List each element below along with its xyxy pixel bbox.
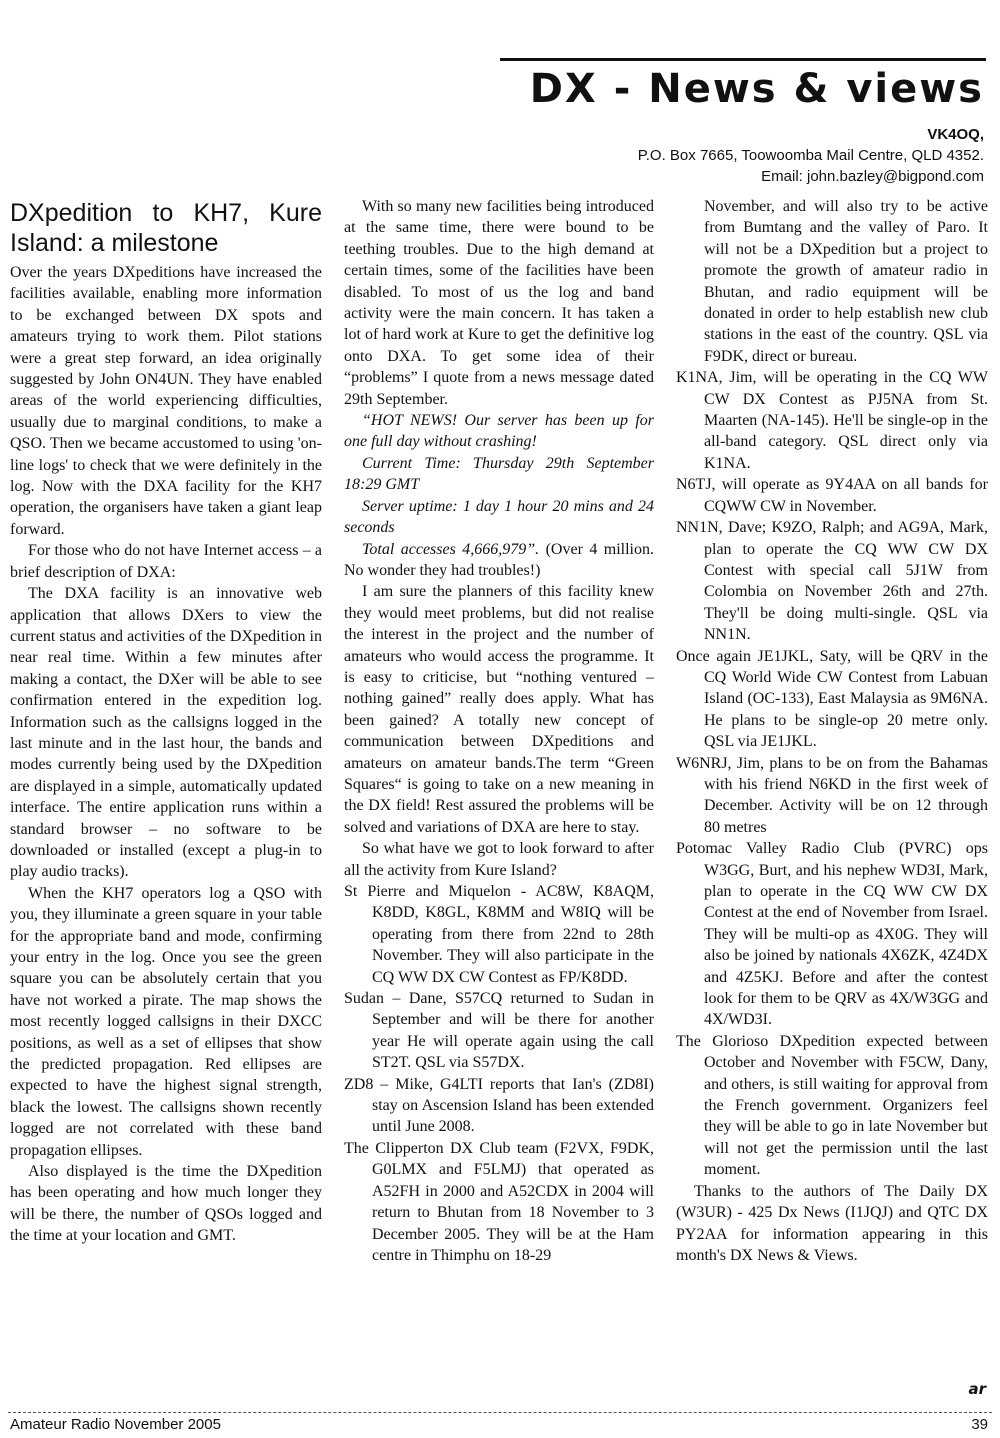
news-item: K1NA, Jim, will be operating in the CQ WW CW DX Contest as PJ5NA from St. Maarten (NA-145). He'll be single-op in the all-band category. QSL direct only via K1NA. — [676, 369, 988, 472]
paragraph: Also displayed is the time the DXpedition has been operating and how much longer they will be there, the number of QSOs logged and the time at your location and GMT. — [10, 1163, 322, 1245]
paragraph: When the KH7 operators log a QSO with you, they illuminate a green square in your table for the appropriate band and mode, confirming your entry in the log. Once you see the green square you can be absolutely certain that you have not worked a pirate. The map shows the most recently logged callsigns in their DXCC positions, as well as a set of ellipses that show the predicted propagation. Red ellipses are expected to have the highest signal strength, black the lowest. The callsigns shown recently logged are not correlated with these band propagation ellipses. — [10, 884, 322, 1159]
paragraph: Over the years DXpeditions have increased the facilities available, enabling more information to be exchanged between DX spots and amateurs trying to work them. Pilot stations were a great step forward, an idea originally suggested by John ON4UN. They have enabled areas of the world experiencing difficulties, usually due to marginal conditions, to make a QSO. Then we became accustomed to using 'on-line logs' to check that we were definitely in the log. Now with the DXA facility for the KH7 operation, the organisers have taken a giant leap forward. — [10, 264, 322, 538]
article-column-1 — [10, 196, 322, 1247]
news-item: ZD8 – Mike, G4LTI reports that Ian's (ZD8I) stay on Ascension Island has been extended until June 2008. — [344, 1075, 654, 1136]
paragraph: For those who do not have Internet access – a brief description of DXA: — [10, 542, 322, 581]
news-item: Sudan – Dane, S57CQ returned to Sudan in September and will be there for another year He will operate again using the call ST2T. QSL via S57DX. — [344, 990, 654, 1072]
paragraph: The DXA facility is an innovative web application that allows DXers to view the current status and activities of the DXpedition in near real time. Within a few minutes after making a contact, the DXer will be able to see confirmation entered in the expedition log. Information such as the callsigns logged in the last minute and in the last hour, the bands and modes currently being used by the DXpedition are displayed in a simple, automatically updated interface. The entire application runs within a standard browser – no software to be downloaded or installed (except a plug-in to play audio tracks). — [10, 585, 322, 881]
news-item: Once again JE1JKL, Saty, will be QRV in the CQ World Wide CW Contest from Labuan Island (OC-133), East Malaysia as 9M6NA. He plans to be single-op 20 metre only. QSL via JE1JKL. — [676, 647, 988, 751]
author-callsign: VK4OQ, — [927, 126, 984, 143]
quote-comment: (Over 4 million. No wonder they had troubles!) — [344, 540, 654, 579]
paragraph: So what have we got to look forward to after all the activity from Kure Island? — [344, 840, 654, 879]
author-email: Email: john.bazley@bigpond.com — [761, 168, 984, 185]
paragraph: November, and will also try to be active from Bumtang and the valley of Paro. It will not be a DXpedition but a project to promote the growth of amateur radio in Bhutan, and radio equipment will be donated in order to help establish new club stations in the east of the country. QSL via F9DK, direct or bureau. — [704, 198, 988, 365]
quote-total-accesses: Total accesses 4,666,979”. — [362, 540, 540, 558]
author-block — [638, 124, 984, 187]
news-item: Potomac Valley Radio Club (PVRC) ops W3GG, Burt, and his nephew WD3I, Mark, plan to operate in the CQ WW CW DX Contest at the end of November from Israel. They will be multi-op as 4X0G. They will also be joined by nationals 4X6ZK, 4Z4DX and 4Z5KJ. Before and after the contest look for them to be QRV as 4X/W3GG and 4X/WD3I. — [676, 840, 988, 1029]
news-item: NN1N, Dave; K9ZO, Ralph; and AG9A, Mark, plan to operate the CQ WW CW DX Contest with special call 5J1W from Colombia on November 26th and 27th. They'll be doing multi-single. QSL via NN1N. — [676, 519, 988, 644]
footer-publication: Amateur Radio November 2005 — [10, 1416, 221, 1433]
quote-line: “HOT NEWS! Our server has been up for one full day without crashing! — [344, 412, 654, 451]
news-item: St Pierre and Miquelon - AC8W, K8AQM, K8DD, K8GL, K8MM and W8IQ will be operating from there from 22nd to 28th November. They will also participate in the CQ WW DX CW Contest as FP/K8DD. — [344, 883, 654, 986]
news-item: The Glorioso DXpedition expected between October and November with F5CW, Dany, and others, is still waiting for approval from the French government. Organizers feel they will be able to go in late November but will not get the permission until the last moment. — [676, 1032, 988, 1179]
quote-line: Current Time: Thursday 29th September 18:29 GMT — [344, 454, 654, 494]
paragraph: I am sure the planners of this facility knew they would meet problems, but did not realise the interest in the project and the number of amateurs who would access the programme. It is easy to criticise, but “nothing ventured – nothing gained” really does apply. What has been gained? A totally new concept of communication between DXpeditions and amateurs on amateur bands.The term “Green Squares“ is going to take on a new meaning in the DX field! Rest assured the problems will be solved and variations of DXA are here to stay. — [344, 583, 654, 836]
article-column-3 — [676, 196, 988, 1266]
article-heading: DXpedition to KH7, Kure Island: a milestone — [10, 199, 322, 257]
quote-line: Server uptime: 1 day 1 hour 20 mins and 24 seconds — [344, 497, 654, 537]
section-banner-title: DX - News & views — [529, 66, 984, 112]
news-item: The Clipperton DX Club team (F2VX, F9DK, G0LMX and F5LMJ) that operated as A52FH in 2000 and A52CDX in 2004 will return to Bhutan from 18 November to 3 December 2005. They will be at the Ham centre in Thimphu on 18-29 — [344, 1139, 654, 1264]
footer-page-number: 39 — [971, 1416, 988, 1433]
thanks-paragraph: Thanks to the authors of The Daily DX (W3UR) - 425 Dx News (I1JQJ) and QTC DX PY2AA for information appearing in this month's DX News & Views. — [676, 1182, 988, 1264]
news-item: W6NRJ, Jim, plans to be on from the Bahamas with his friend N6KD in the first week of December. Activity will be on 12 through 80 metres — [676, 754, 988, 836]
news-item: N6TJ, will operate as 9Y4AA on all bands for CQWW CW in November. — [676, 476, 988, 515]
footer-rule — [8, 1412, 992, 1413]
end-of-article-mark: ar — [968, 1380, 986, 1398]
quote-line — [344, 539, 654, 582]
paragraph: With so many new facilities being introduced at the same time, there were bound to be teething troubles. Due to the high demand at certain times, some of the facilities have been disabled. To most of us the log and band activity were the main concern. It has taken a lot of hard work at Kure to get the definitive log onto DXA. To get some idea of their “problems” I quote from a news message dated 29th September. — [344, 198, 654, 408]
article-column-2 — [344, 196, 654, 1266]
author-address: P.O. Box 7665, Toowoomba Mail Centre, QLD 4352. — [637, 147, 984, 164]
